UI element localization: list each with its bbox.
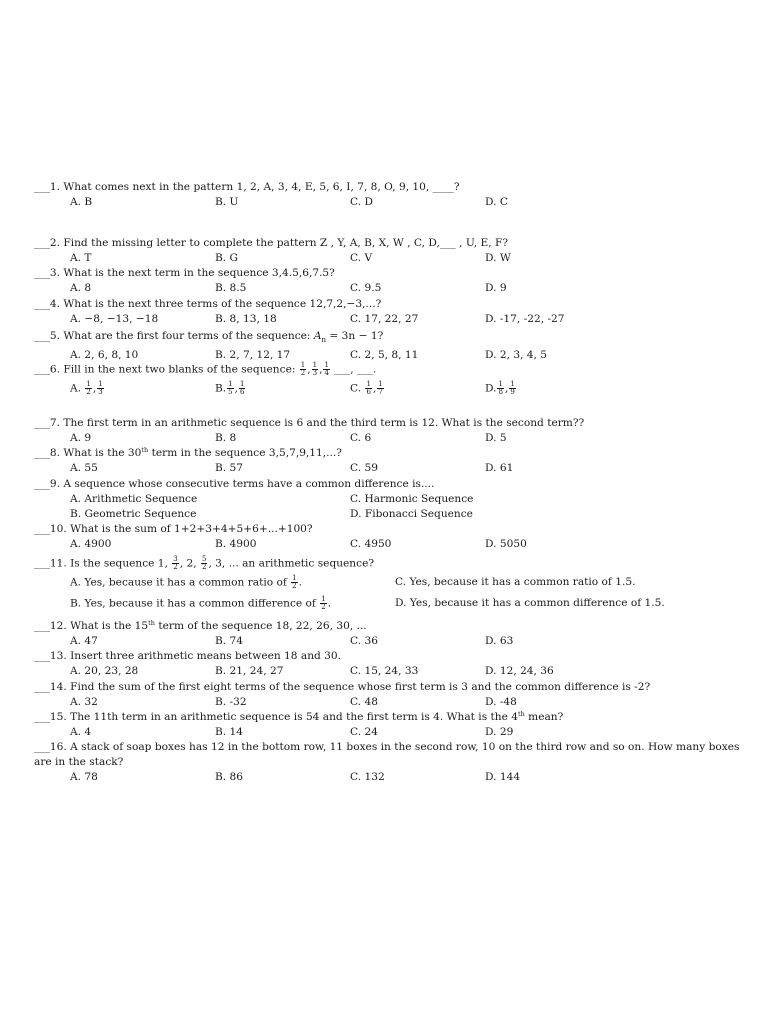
question-11 — [34, 556, 744, 614]
option-d[interactable]: D. 2, 3, 4, 5 — [485, 349, 548, 362]
option-a[interactable]: A. 4 — [70, 726, 92, 738]
answer-blank[interactable]: ___ — [34, 417, 50, 429]
question-text: What is the next term in the sequence 3,4.5,6,7.5? — [63, 267, 335, 279]
question-text: Insert three arithmetic means between 18 and 30. — [70, 650, 342, 662]
question-text-mid: , 2, — [179, 557, 200, 570]
question-14 — [34, 680, 744, 710]
answer-blank[interactable]: ___ — [34, 523, 50, 535]
option-a[interactable]: A. 55 — [70, 462, 98, 474]
question-number: 5. — [49, 330, 60, 342]
option-c[interactable]: C. 59 — [350, 462, 378, 474]
option-c[interactable]: C. D — [350, 196, 373, 208]
answer-blank[interactable]: ___ — [34, 557, 50, 570]
option-a[interactable]: A. 9 — [70, 432, 92, 444]
question-number: 13. — [49, 650, 67, 662]
answer-blank[interactable]: ___ — [34, 681, 50, 693]
question-stem — [34, 180, 744, 195]
question-number: 14. — [49, 681, 67, 693]
option-b[interactable]: B. 21, 24, 27 — [215, 665, 284, 677]
question-number: 4. — [49, 298, 60, 310]
question-stem: ___6. Fill in the next two blanks of the sequence: $\frac{1}{2}$ , $\frac{1}{3}$ , $\frac{1}{4}$ ___, ___. — [34, 361, 377, 377]
options-row — [34, 572, 744, 593]
answer-blank[interactable]: ___ — [34, 741, 50, 753]
question-text: A sequence whose consecutive terms have a common difference is.... — [63, 478, 435, 490]
option-a[interactable]: A. Yes, because it has a common ratio of $\frac{1}{2}$ . — [70, 573, 302, 590]
question-text: What are the first four terms of the sequence: — [63, 330, 314, 342]
question-6 — [34, 362, 744, 402]
question-stem — [34, 710, 744, 725]
option-a[interactable]: A. −8, −13, −18 — [70, 313, 159, 325]
question-stem — [34, 680, 744, 695]
option-c[interactable]: C. 24 — [350, 726, 378, 738]
option-d[interactable]: D. 61 — [485, 462, 514, 474]
option-c[interactable]: C. 48 — [350, 696, 378, 708]
option-b[interactable]: B. $\frac{1}{5}$ , $\frac{1}{6}$ — [215, 379, 245, 396]
option-b[interactable]: B. 2, 7, 12, 17 — [215, 349, 291, 362]
option-c[interactable]: C. 9.5 — [350, 282, 382, 294]
options-row — [34, 431, 744, 446]
answer-blank[interactable]: ___ — [34, 330, 50, 342]
answer-blank[interactable]: ___ — [34, 650, 50, 662]
answer-blank[interactable]: ___ — [34, 363, 50, 376]
question-number: 15. — [49, 711, 67, 723]
option-a[interactable]: A. $\frac{1}{2}$ , $\frac{1}{3}$ — [70, 379, 103, 396]
fraction: $\frac{1}{4}$ — [324, 361, 329, 377]
question-number: 9. — [49, 478, 60, 490]
option-a[interactable]: A. 47 — [70, 635, 98, 647]
question-stem — [34, 619, 744, 634]
question-text: What is the next three terms of the sequence 12,7,2,−3,...? — [63, 298, 382, 310]
option-d[interactable]: D. 5050 — [485, 538, 527, 550]
question-stem — [34, 236, 744, 251]
option-b[interactable]: B. 86 — [215, 771, 243, 783]
question-number: 3. — [49, 267, 60, 279]
option-c[interactable]: C. 132 — [350, 771, 385, 783]
answer-blank[interactable]: ___ — [34, 478, 50, 490]
option-c[interactable]: C. 4950 — [350, 538, 392, 550]
option-c[interactable]: C. V — [350, 252, 373, 264]
question-text: Find the missing letter to complete the pattern Z , Y, A, B, X, W , C, D,___ , U, E, F? — [63, 237, 509, 249]
option-b[interactable]: B. -32 — [215, 696, 247, 708]
fraction: $\frac{5}{2}$ — [201, 555, 207, 571]
question-text-end: ___, ___. — [330, 363, 377, 376]
question-number: 10. — [49, 523, 67, 535]
question-number: 6. — [49, 363, 60, 376]
question-text: Find the sum of the first eight terms of the sequence whose first term is 3 and the common difference is -2? — [70, 681, 651, 693]
question-text: Is the sequence 1, — [70, 557, 172, 570]
options-row — [34, 378, 744, 402]
option-c[interactable]: C. 6 — [350, 432, 372, 444]
option-b[interactable]: B. U — [215, 196, 239, 208]
option-a[interactable]: A. 32 — [70, 696, 98, 708]
question-9 — [34, 477, 744, 522]
answer-blank[interactable]: ___ — [34, 711, 50, 723]
options-row — [34, 593, 744, 614]
option-a[interactable]: A. 4900 — [70, 538, 112, 550]
option-b[interactable]: B. G — [215, 252, 238, 264]
option-c[interactable]: C. 2, 5, 8, 11 — [350, 349, 419, 362]
option-b[interactable]: B. 8 — [215, 432, 237, 444]
option-d[interactable]: D. 9 — [485, 282, 507, 294]
option-c[interactable]: C. 36 — [350, 635, 378, 647]
question-stem — [34, 266, 744, 281]
option-b[interactable]: B. 74 — [215, 635, 243, 647]
options-row — [34, 507, 744, 522]
question-number: 8. — [49, 447, 60, 459]
option-a[interactable]: A. 20, 23, 28 — [70, 665, 139, 677]
options-row — [34, 195, 744, 210]
question-text: The first term in an arithmetic sequence is 6 and the third term is 12. What is the second term?? — [63, 417, 585, 429]
options-row — [34, 770, 744, 785]
ordinal-suffix: th — [517, 710, 525, 718]
question-number: 1. — [49, 181, 60, 193]
options-row — [34, 348, 744, 363]
question-10 — [34, 522, 744, 552]
question-stem — [34, 329, 744, 348]
option-d[interactable]: D. 63 — [485, 635, 514, 647]
answer-blank[interactable]: ___ — [34, 620, 50, 632]
option-a[interactable]: A. T — [70, 252, 92, 264]
question-text-end: , 3, ... an arithmetic sequence? — [208, 557, 375, 570]
question-text: Fill in the next two blanks of the sequence: — [63, 363, 299, 376]
options-row — [34, 634, 744, 649]
answer-blank[interactable]: ___ — [34, 181, 50, 193]
option-c[interactable]: C. 17, 22, 27 — [350, 313, 419, 325]
question-5 — [34, 329, 744, 363]
option-a[interactable]: A. 78 — [70, 771, 98, 783]
option-b[interactable]: B. Geometric Sequence — [70, 508, 197, 520]
question-text: The 11th term in an arithmetic sequence is 54 and the first term is 4. What is the 4 — [70, 711, 518, 723]
option-d[interactable]: D. -48 — [485, 696, 517, 708]
options-row — [34, 725, 744, 740]
option-d[interactable]: D. C — [485, 196, 508, 208]
question-1 — [34, 180, 744, 210]
question-stem — [34, 416, 744, 431]
option-b[interactable]: B. 8.5 — [215, 282, 247, 294]
question-4 — [34, 297, 744, 327]
options-row — [34, 664, 744, 679]
option-d[interactable]: D. Yes, because it has a common difference of 1.5. — [395, 596, 665, 609]
option-b[interactable]: B. 14 — [215, 726, 243, 738]
question-stem — [34, 556, 744, 572]
question-7 — [34, 416, 744, 446]
question-text: What is the 15 — [70, 620, 149, 632]
options-row — [34, 312, 744, 327]
question-13 — [34, 649, 744, 679]
options-row — [34, 537, 744, 552]
question-number: 16. — [49, 741, 67, 753]
option-d[interactable]: D. W — [485, 252, 511, 264]
option-c[interactable]: C. Yes, because it has a common ratio of 1.5. — [395, 575, 636, 588]
question-stem — [34, 477, 744, 492]
question-3 — [34, 266, 744, 296]
answer-blank[interactable]: ___ — [34, 237, 50, 249]
answer-blank[interactable]: ___ — [34, 298, 50, 310]
option-d[interactable]: D. 144 — [485, 771, 521, 783]
question-text-end: mean? — [524, 711, 564, 723]
option-c[interactable]: C. $\frac{1}{6}$ , $\frac{1}{7}$ — [350, 379, 383, 396]
question-stem — [34, 297, 744, 312]
fraction: $\frac{3}{2}$ — [173, 555, 178, 571]
question-2 — [34, 236, 744, 266]
option-a[interactable]: A. Arithmetic Sequence — [70, 493, 198, 505]
options-row — [34, 251, 744, 266]
question-stem — [34, 522, 744, 537]
answer-blank[interactable]: ___ — [34, 447, 50, 459]
option-b[interactable]: B. Yes, because it has a common difference of $\frac{1}{2}$ . — [70, 594, 332, 611]
formula-subscript: n — [321, 336, 327, 345]
ordinal-suffix: th — [148, 619, 155, 627]
question-text: A stack of soap boxes has 12 in the bottom row, 11 boxes in the second row, 10 on the third row and so on. How many boxes are in the stack? — [34, 741, 740, 768]
option-a[interactable]: A. 8 — [70, 282, 92, 294]
option-a[interactable]: A. 2, 6, 8, 10 — [70, 349, 139, 362]
option-c[interactable]: C. Harmonic Sequence — [350, 493, 474, 505]
options-row — [34, 695, 744, 710]
option-d[interactable]: D. 29 — [485, 726, 514, 738]
question-stem — [34, 649, 744, 664]
question-number: 11. — [49, 557, 67, 570]
fraction: $\frac{1}{3}$ — [312, 361, 318, 377]
option-d[interactable]: D. Fibonacci Sequence — [350, 508, 473, 520]
question-12 — [34, 619, 744, 649]
ordinal-suffix: th — [141, 446, 149, 454]
option-d[interactable]: D. -17, -22, -27 — [485, 313, 565, 325]
option-d[interactable]: D. 12, 24, 36 — [485, 665, 554, 677]
question-number: 7. — [49, 417, 60, 429]
options-row — [34, 461, 744, 476]
formula-text: = 3n − 1? — [326, 330, 384, 342]
option-b[interactable]: B. 4900 — [215, 538, 257, 550]
question-stem — [34, 740, 744, 770]
question-8 — [34, 446, 744, 476]
question-stem — [34, 446, 744, 461]
option-b[interactable]: B. 57 — [215, 462, 243, 474]
option-b[interactable]: B. 8, 13, 18 — [215, 313, 277, 325]
options-row — [34, 492, 744, 507]
option-d[interactable]: D. 5 — [485, 432, 507, 444]
fraction: $\frac{1}{2}$ — [300, 361, 306, 377]
question-text: What is the 30 — [63, 447, 142, 459]
question-15 — [34, 710, 744, 740]
question-text-end: term in the sequence 3,5,7,9,11,...? — [148, 447, 342, 459]
option-d[interactable]: D. $\frac{1}{8}$ , $\frac{1}{9}$ — [485, 379, 515, 396]
question-text: What comes next in the pattern 1, 2, A, 3, 4, E, 5, 6, I, 7, 8, O, 9, 10, ____? — [63, 181, 460, 193]
options-row — [34, 281, 744, 296]
question-text: What is the sum of 1+2+3+4+5+6+...+100? — [70, 523, 313, 535]
formula-symbol: A — [313, 330, 322, 342]
question-16 — [34, 740, 744, 785]
option-a[interactable]: A. B — [70, 196, 93, 208]
option-c[interactable]: C. 15, 24, 33 — [350, 665, 419, 677]
question-text-end: term of the sequence 18, 22, 26, 30, ... — [154, 620, 367, 632]
question-number: 12. — [49, 620, 67, 632]
question-number: 2. — [49, 237, 60, 249]
answer-blank[interactable]: ___ — [34, 267, 50, 279]
